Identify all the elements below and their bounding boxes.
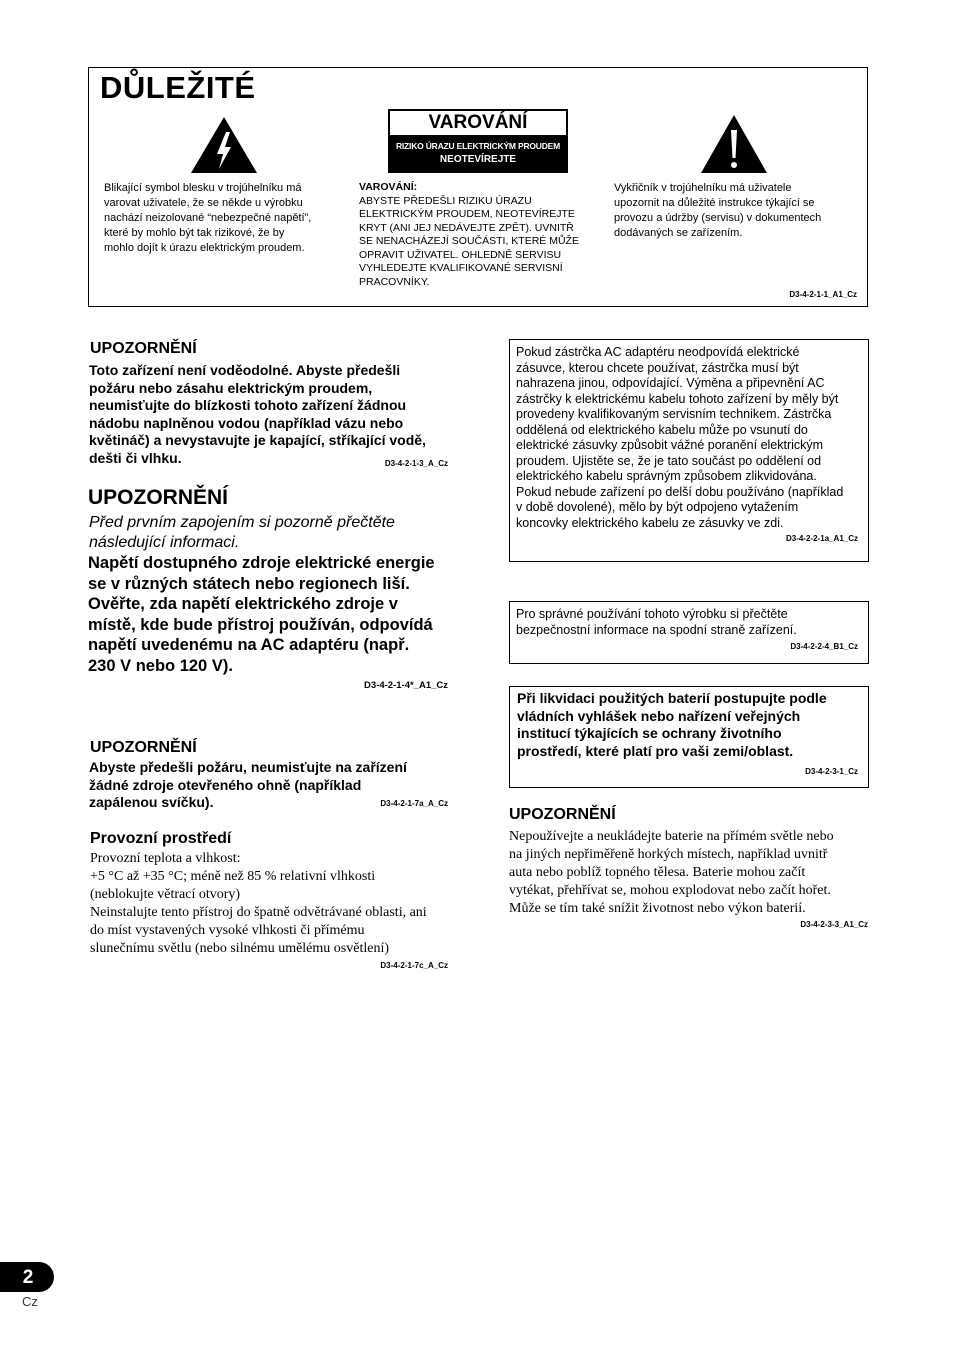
operating-environment-text: Provozní teplota a vlhkost: +5 °C až +35 °C; méně než 85 % relativní vlhkosti (neblokujte větrací otvory) Neinstalujte tento přístroj do špatně odvětrávané oblasti, ani do míst vystavených vysoké vlhkosti či přímému slunečnímu světlu (nebo silnému umělému osvětlení) xyxy=(90,851,427,956)
warning-badge-line1: RIZIKO ÚRAZU ELEKTRICKÝM PROUDEM xyxy=(395,141,561,151)
warning-statement-label: VAROVÁNÍ: xyxy=(359,181,418,193)
page-language-label: Cz xyxy=(22,1294,38,1309)
water-warning-text: Toto zařízení není voděodolné. Abyste předešli požáru nebo zásahu elektrickým proudem, neumisťujte do blízkosti tohoto zařízení žádnou nádobu naplněnou vodou (například vázu nebo květináč) a nevystavujte je kapající, stříkající vodě, dešti či vlhku. xyxy=(89,362,426,466)
reference-code: D3-4-2-2-4_B1_Cz xyxy=(790,642,858,651)
page-title: DŮLEŽITÉ xyxy=(100,70,256,105)
ac-plug-notice-text: Pokud zástrčka AC adaptéru neodpovídá elektrické zásuvce, kterou chcete používat, zástrčka musí být nahrazena jinou, odpovídající. Výměna a připevnění AC zástrčky k elektrickému kabelu tohoto zařízení by měly být provedeny kvalifikovaným servisním technikem. Zástrčka oddělená od elektrického kabelu může po vsunutí do elektrické zásuvky způsobit vážné poranění elektrickým proudem. Ujistěte se, že je tato součást po oddělení od elektrického kabelu správným způsobem zlikvidována. Pokud nebude zařízení po delší dobu používáno (například v době dovolené), mělo by být odpojeno vytažením koncovky elektrického kabelu ze zásuvky ve zdi. xyxy=(516,345,844,530)
reference-code: D3-4-2-1-7c_A_Cz xyxy=(380,961,448,970)
reference-code: D3-4-2-2-1a_A1_Cz xyxy=(785,534,858,543)
lightning-symbol-explanation: Blikající symbol blesku v trojúhelníku má varovat uživatele, že se někde u výrobku nachází neizolované “nebezpečné napětí”, které by mohlo být tak rizikové, že by mohlo dojít k úrazu elektrickým proudem. xyxy=(104,182,312,254)
section-heading: UPOZORNĚNÍ xyxy=(509,806,616,823)
battery-storage-warning-text: Nepoužívejte a neukládejte baterie na přímém světle nebo na jiných nepřiměřeně horkých místech, například uvnitř auta nebo poblíž topného tělesa. Baterie mohou začít vytékat, přehřívat se, mohou explodovat nebo začít hořet. Může se tím také snížit životnost nebo výkon baterií. xyxy=(509,829,834,916)
reference-code: D3-4-2-1-1_A1_Cz xyxy=(789,290,857,299)
section-heading: UPOZORNĚNÍ xyxy=(88,486,229,509)
voltage-warning-text: Napětí dostupného zdroje elektrické energie se v různých státech nebo regionech liší. Ověřte, zda napětí elektrického zdroje v místě, kde bude přístroj používán, odpovídá napětí uvedenému na AC adaptéru (např. 230 V nebo 120 V). xyxy=(88,554,435,675)
warning-badge-line2: NEOTEVÍREJTE xyxy=(439,154,517,165)
lightning-warning-icon xyxy=(190,116,258,174)
voltage-intro-text: Před prvním zapojením si pozorně přečtěte následující informaci. xyxy=(89,514,395,551)
warning-statement-text: ABYSTE PŘEDEŠLI RIZIKU ÚRAZU ELEKTRICKÝM PROUDEM, NEOTEVÍREJTE KRYT (ANI JEJ NEDÁVEJTE ZPĚT). UVNITŘ SE NENACHÁZEJÍ SOUČÁSTI, KTERÉ MŮŽE OPRAVIT UŽIVATEL. OHLEDNĚ SERVISU VYHLEDEJTE KVALIFIKOVANÉ SERVISNÍ PRACOVNÍKY. xyxy=(359,194,579,288)
section-heading: Provozní prostředí xyxy=(90,830,232,847)
reference-code: D3-4-2-1-4*_A1_Cz xyxy=(364,680,448,691)
fire-warning-text: Abyste předešli požáru, neumisťujte na zařízení žádné zdroje otevřeného ohně (například zapálenou svíčku). xyxy=(89,759,407,810)
warning-badge-title: VAROVÁNÍ xyxy=(390,111,566,135)
reference-code: D3-4-2-3-3_A1_Cz xyxy=(800,920,868,929)
exclamation-symbol-explanation: Vykřičník v trojúhelníku má uživatele upozornit na důležité instrukce týkající se provozu a údržby (servisu) v dokumentech dodávaných se zařízením. xyxy=(614,182,822,239)
section-heading: UPOZORNĚNÍ xyxy=(90,739,197,756)
exclamation-warning-icon xyxy=(700,114,768,174)
safety-info-text: Pro správné používání tohoto výrobku si přečtěte bezpečnostní informace na spodní straně zařízení. xyxy=(516,607,797,637)
battery-disposal-text: Při likvidaci použitých baterií postupujte podle vládních vyhlášek nebo nařízení veřejných institucí týkajících se ochrany životního prostředí, které platí pro vaši zemi/oblast. xyxy=(517,690,827,760)
reference-code: D3-4-2-1-7a_A_Cz xyxy=(380,799,448,808)
reference-code: D3-4-2-1-3_A_Cz xyxy=(384,459,448,468)
page-number-badge: 2 xyxy=(0,1262,54,1292)
warning-badge xyxy=(388,109,568,173)
reference-code: D3-4-2-3-1_Cz xyxy=(805,767,858,776)
section-heading: UPOZORNĚNÍ xyxy=(90,340,197,357)
warning-statement xyxy=(359,181,609,289)
